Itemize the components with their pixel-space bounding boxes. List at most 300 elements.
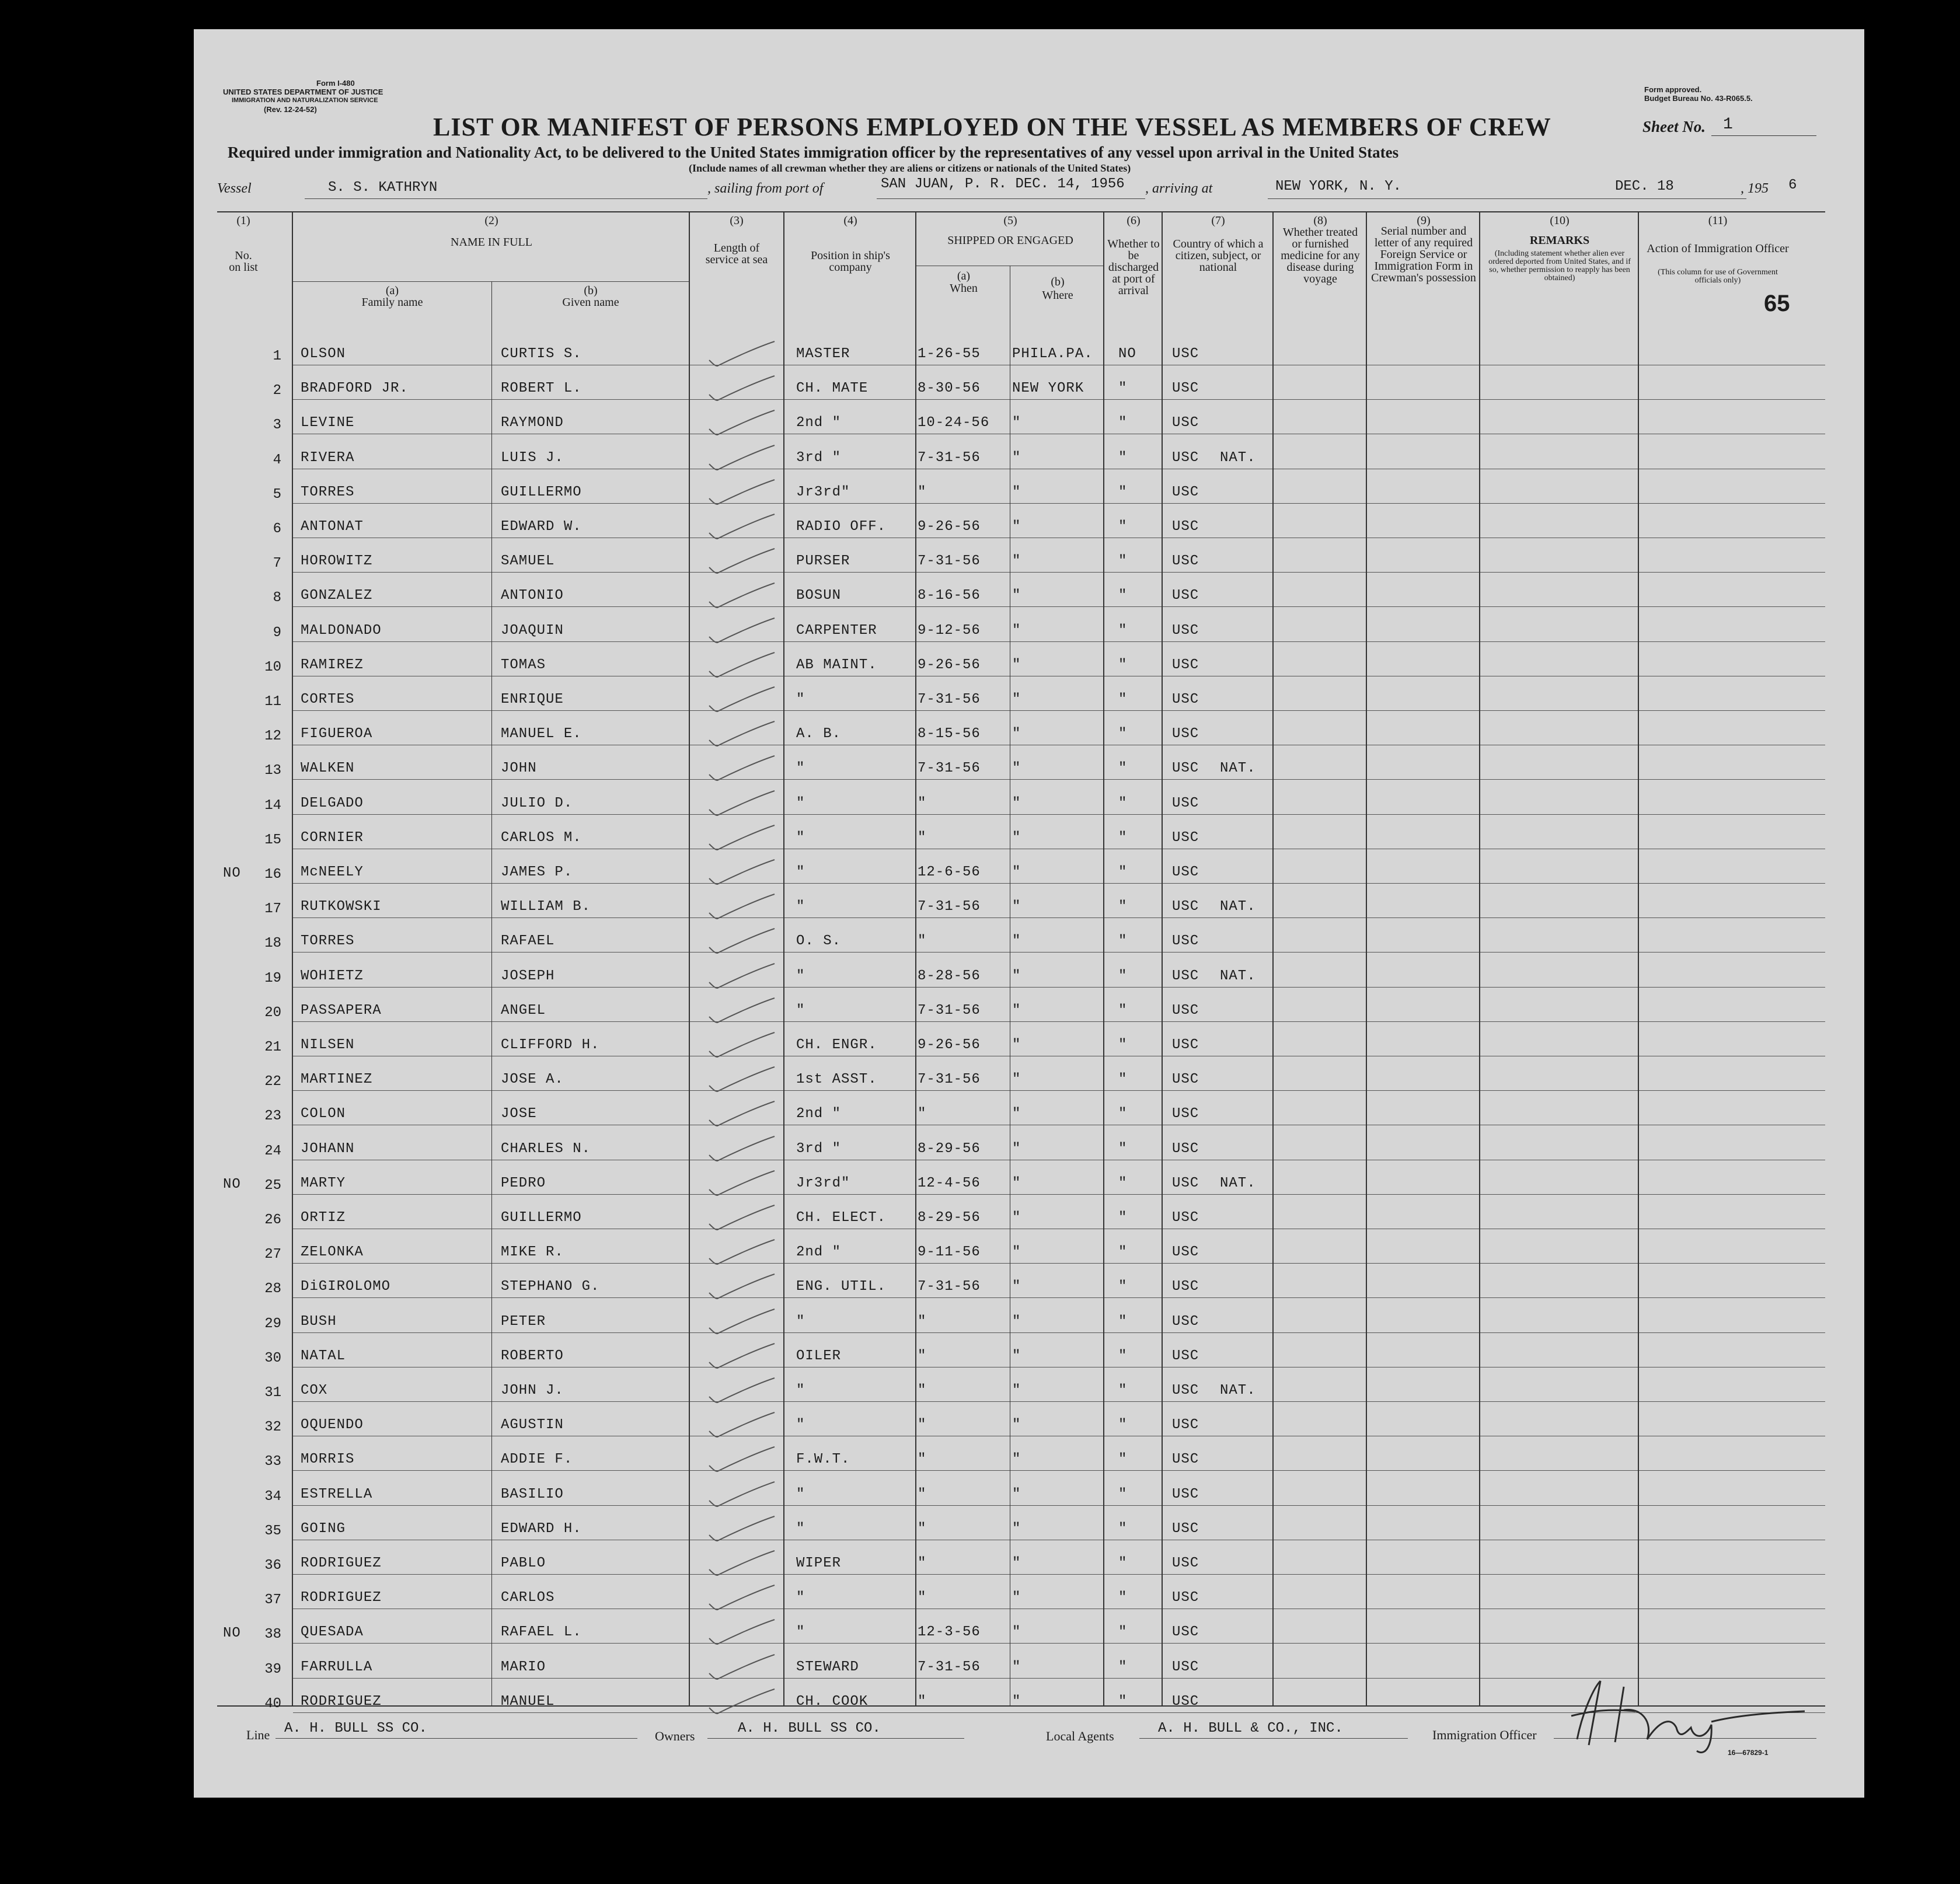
row-rule xyxy=(293,1643,1825,1644)
country: USC xyxy=(1172,760,1199,776)
row-number: 28 xyxy=(264,1281,281,1297)
position: " xyxy=(796,1521,805,1537)
position: " xyxy=(796,1314,805,1330)
form-number: Form I-480 xyxy=(316,79,355,88)
position: O. S. xyxy=(796,933,842,949)
country: USC xyxy=(1172,657,1199,673)
family-name: OQUENDO xyxy=(301,1417,364,1433)
table-row xyxy=(194,547,1864,574)
given-name: CARLOS xyxy=(501,1590,555,1606)
col5a-header: When xyxy=(950,282,978,295)
shipped-when: " xyxy=(918,1106,927,1122)
shipped-where: " xyxy=(1012,450,1021,466)
discharge: " xyxy=(1118,933,1128,949)
discharge: " xyxy=(1118,1383,1128,1398)
table-row xyxy=(194,617,1864,644)
row-number: 12 xyxy=(264,728,281,744)
manifest-sheet xyxy=(194,29,1864,1798)
shipped-where: " xyxy=(1012,864,1021,880)
sailing-label: , sailing from port of xyxy=(707,181,824,196)
line-value: A. H. BULL SS CO. xyxy=(284,1721,427,1736)
shipped-where: " xyxy=(1012,1244,1021,1260)
table-row xyxy=(194,1584,1864,1611)
country: USC xyxy=(1172,796,1199,811)
country: USC xyxy=(1172,1417,1199,1433)
shipped-where: " xyxy=(1012,484,1021,500)
shipped-where: " xyxy=(1012,1452,1021,1467)
shipped-where: " xyxy=(1012,1072,1021,1087)
shipped-when: " xyxy=(918,1521,927,1537)
family-name: DiGIROLOMO xyxy=(301,1279,391,1295)
country: USC xyxy=(1172,519,1199,535)
country: USC xyxy=(1172,450,1199,466)
table-row xyxy=(194,1446,1864,1473)
arrival-date: DEC. 18 xyxy=(1615,179,1674,194)
country: USC xyxy=(1172,933,1199,949)
row-mark: NO xyxy=(223,1177,241,1192)
col10-note: (Including statement whether alien ever ordered deported from United States, and if so, whether permission to reapply has been obtained) xyxy=(1488,249,1631,282)
col6-number: (6) xyxy=(1127,214,1141,227)
table-row xyxy=(194,375,1864,402)
family-name: NILSEN xyxy=(301,1037,355,1053)
shipped-when: " xyxy=(918,1314,927,1330)
discharge: " xyxy=(1118,1106,1128,1122)
shipped-where: " xyxy=(1012,760,1021,776)
row-number: 6 xyxy=(273,521,281,537)
shipped-where: " xyxy=(1012,1659,1021,1675)
row-number: 37 xyxy=(264,1592,281,1608)
position: " xyxy=(796,1624,805,1640)
col10-number: (10) xyxy=(1550,214,1570,227)
shipped-when: " xyxy=(918,1417,927,1433)
row-mark: NO xyxy=(223,1625,241,1641)
family-name: DELGADO xyxy=(301,796,364,811)
discharge: " xyxy=(1118,553,1128,569)
family-name: WOHIETZ xyxy=(301,968,364,984)
table-row xyxy=(194,720,1864,747)
table-row xyxy=(194,409,1864,436)
shipped-where: " xyxy=(1012,933,1021,949)
position: " xyxy=(796,830,805,846)
shipped-when: 7-31-56 xyxy=(918,1279,981,1295)
given-name: CHARLES N. xyxy=(501,1141,591,1157)
naturalized-note: NAT. xyxy=(1220,968,1256,984)
naturalized-note: NAT. xyxy=(1220,899,1256,915)
country: USC xyxy=(1172,588,1199,603)
position: " xyxy=(796,899,805,915)
shipped-when: " xyxy=(918,1555,927,1571)
discharge: " xyxy=(1118,1244,1128,1260)
row-number: 13 xyxy=(264,763,281,779)
col2-header: NAME IN FULL xyxy=(451,236,532,249)
row-number: 23 xyxy=(264,1108,281,1124)
position: CH. COOK xyxy=(796,1694,869,1709)
row-number: 16 xyxy=(264,867,281,882)
table-row xyxy=(194,755,1864,781)
given-name: RAYMOND xyxy=(501,415,564,431)
given-name: ANGEL xyxy=(501,1003,546,1018)
col3-header: Length of service at sea xyxy=(705,242,768,266)
family-name: MORRIS xyxy=(301,1452,355,1467)
given-name: STEPHANO G. xyxy=(501,1279,600,1295)
position: CH. MATE xyxy=(796,381,869,396)
family-name: MARTINEZ xyxy=(301,1072,373,1087)
shipped-where: " xyxy=(1012,553,1021,569)
family-name: RUTKOWSKI xyxy=(301,899,382,915)
col9-header: Serial number and letter of any required Foreign Service or Immigration Form in Crewman's possession xyxy=(1371,225,1476,284)
shipped-when: " xyxy=(918,1694,927,1709)
discharge: " xyxy=(1118,484,1128,500)
discharge: " xyxy=(1118,968,1128,984)
owners-value: A. H. BULL SS CO. xyxy=(738,1721,881,1736)
col4-header: Position in ship's company xyxy=(811,249,890,274)
country: USC xyxy=(1172,1521,1199,1537)
country: USC xyxy=(1172,346,1199,362)
position: F.W.T. xyxy=(796,1452,850,1467)
discharge: " xyxy=(1118,450,1128,466)
budget-bureau-no: Budget Bureau No. 43-R065.5. xyxy=(1644,94,1753,103)
country: USC xyxy=(1172,1348,1199,1364)
form-subtitle-note: (Include names of all crewman whether they are aliens or citizens or nationals of the United States) xyxy=(689,162,1131,174)
country: USC xyxy=(1172,1072,1199,1087)
position: " xyxy=(796,864,805,880)
country: USC xyxy=(1172,1279,1199,1295)
row-rule xyxy=(293,883,1825,884)
position: Jr3rd" xyxy=(796,1175,850,1191)
shipped-when: 12-4-56 xyxy=(918,1175,981,1191)
position: AB MAINT. xyxy=(796,657,877,673)
shipped-where: " xyxy=(1012,1487,1021,1502)
family-name: MALDONADO xyxy=(301,623,382,639)
shipped-when: " xyxy=(918,1348,927,1364)
discharge: " xyxy=(1118,1037,1128,1053)
row-number: 3 xyxy=(273,417,281,433)
given-name: ADDIE F. xyxy=(501,1452,573,1467)
shipped-where: " xyxy=(1012,1624,1021,1640)
position: " xyxy=(796,968,805,984)
shipped-when: 9-12-56 xyxy=(918,623,981,639)
family-name: HOROWITZ xyxy=(301,553,373,569)
discharge: " xyxy=(1118,1348,1128,1364)
arriving-label: , arriving at xyxy=(1145,181,1213,196)
family-name: QUESADA xyxy=(301,1624,364,1640)
given-name: CARLOS M. xyxy=(501,830,582,846)
row-number: 27 xyxy=(264,1247,281,1262)
row-rule xyxy=(293,1574,1825,1575)
col5-number: (5) xyxy=(1003,214,1017,227)
row-number: 25 xyxy=(264,1178,281,1194)
col4-number: (4) xyxy=(843,214,857,227)
shipped-where: " xyxy=(1012,623,1021,639)
country: USC xyxy=(1172,1590,1199,1606)
table-row xyxy=(194,893,1864,920)
table-row xyxy=(194,1238,1864,1265)
naturalized-note: NAT. xyxy=(1220,760,1256,776)
sheet-label: Sheet No. xyxy=(1642,118,1706,135)
country: USC xyxy=(1172,553,1199,569)
family-name: RIVERA xyxy=(301,450,355,466)
position: 2nd " xyxy=(796,415,842,431)
country: USC xyxy=(1172,1175,1199,1191)
position: RADIO OFF. xyxy=(796,519,887,535)
table-row xyxy=(194,1204,1864,1231)
shipped-when: " xyxy=(918,1487,927,1502)
table-row xyxy=(194,513,1864,540)
shipped-where: " xyxy=(1012,796,1021,811)
shipped-when: 7-31-56 xyxy=(918,692,981,707)
discharge: NO xyxy=(1118,346,1136,362)
owners-label: Owners xyxy=(655,1729,695,1743)
table-row xyxy=(194,1618,1864,1645)
discharge: " xyxy=(1118,899,1128,915)
shipped-when: " xyxy=(918,1590,927,1606)
shipped-when: 1-26-55 xyxy=(918,346,981,362)
table-row xyxy=(194,582,1864,609)
col5b-header: Where xyxy=(1042,289,1073,302)
given-name: JOHN J. xyxy=(501,1383,564,1398)
given-name: ROBERTO xyxy=(501,1348,564,1364)
position: STEWARD xyxy=(796,1659,859,1675)
naturalized-note: NAT. xyxy=(1220,450,1256,466)
discharge: " xyxy=(1118,1659,1128,1675)
discharge: " xyxy=(1118,830,1128,846)
family-name: ORTIZ xyxy=(301,1210,346,1226)
family-name: CORTES xyxy=(301,692,355,707)
given-name: ROBERT L. xyxy=(501,381,582,396)
port-of-arrival: NEW YORK, N. Y. xyxy=(1275,179,1402,194)
table-row xyxy=(194,1100,1864,1127)
given-name: MIKE R. xyxy=(501,1244,564,1260)
discharge: " xyxy=(1118,1417,1128,1433)
row-rule xyxy=(293,572,1825,573)
col9-number: (9) xyxy=(1417,214,1431,227)
position: WIPER xyxy=(796,1555,842,1571)
family-name: PASSAPERA xyxy=(301,1003,382,1018)
shipped-where: " xyxy=(1012,519,1021,535)
family-name: WALKEN xyxy=(301,760,355,776)
position: 2nd " xyxy=(796,1106,842,1122)
shipped-when: " xyxy=(918,1452,927,1467)
discharge: " xyxy=(1118,657,1128,673)
shipped-when: 12-6-56 xyxy=(918,864,981,880)
row-rule xyxy=(293,503,1825,504)
row-number: 31 xyxy=(264,1385,281,1401)
row-rule xyxy=(293,814,1825,815)
discharge: " xyxy=(1118,796,1128,811)
discharge: " xyxy=(1118,1314,1128,1330)
table-row xyxy=(194,1342,1864,1369)
table-row xyxy=(194,444,1864,471)
country: USC xyxy=(1172,864,1199,880)
shipped-where: " xyxy=(1012,1210,1021,1226)
table-row xyxy=(194,859,1864,885)
discharge: " xyxy=(1118,692,1128,707)
country: USC xyxy=(1172,1659,1199,1675)
port-of-sailing: SAN JUAN, P. R. DEC. 14, 1956 xyxy=(881,176,1125,192)
family-name: FARRULLA xyxy=(301,1659,373,1675)
discharge: " xyxy=(1118,1072,1128,1087)
country: USC xyxy=(1172,1452,1199,1467)
given-name: JAMES P. xyxy=(501,864,573,880)
shipped-when: " xyxy=(918,796,927,811)
discharge: " xyxy=(1118,1555,1128,1571)
country: USC xyxy=(1172,830,1199,846)
row-mark: NO xyxy=(223,866,241,881)
row-rule xyxy=(293,641,1825,642)
row-number: 20 xyxy=(264,1005,281,1021)
shipped-where: NEW YORK xyxy=(1012,381,1084,396)
given-name: MANUEL E. xyxy=(501,726,582,742)
given-name: RAFAEL L. xyxy=(501,1624,582,1640)
shipped-where: " xyxy=(1012,1314,1021,1330)
discharge: " xyxy=(1118,1003,1128,1018)
vessel-name: S. S. KATHRYN xyxy=(328,180,438,196)
shipped-when: " xyxy=(918,1383,927,1398)
table-row xyxy=(194,1308,1864,1335)
row-number: 30 xyxy=(264,1351,281,1366)
row-number: 36 xyxy=(264,1558,281,1574)
row-number: 5 xyxy=(273,487,281,503)
discharge: " xyxy=(1118,1141,1128,1157)
given-name: GUILLERMO xyxy=(501,1210,582,1226)
sheet-number: 1 xyxy=(1723,116,1733,134)
naturalized-note: NAT. xyxy=(1220,1383,1256,1398)
given-name: SAMUEL xyxy=(501,553,555,569)
family-name: RODRIGUEZ xyxy=(301,1590,382,1606)
row-number: 38 xyxy=(264,1627,281,1642)
given-name: ANTONIO xyxy=(501,588,564,603)
given-name: EDWARD H. xyxy=(501,1521,582,1537)
country: USC xyxy=(1172,623,1199,639)
position: 1st ASST. xyxy=(796,1072,877,1087)
given-name: BASILIO xyxy=(501,1487,564,1502)
shipped-when: " xyxy=(918,933,927,949)
stamp-number: 65 xyxy=(1764,291,1790,316)
position: " xyxy=(796,1590,805,1606)
country: USC xyxy=(1172,1037,1199,1053)
given-name: JOSEPH xyxy=(501,968,555,984)
discharge: " xyxy=(1118,519,1128,535)
form-subtitle: Required under immigration and Nationality Act, to be delivered to the United States immigration officer by the representatives of any vessel upon arrival in the United States xyxy=(228,144,1399,161)
table-row xyxy=(194,1031,1864,1058)
row-rule xyxy=(293,1297,1825,1298)
col7-number: (7) xyxy=(1211,214,1225,227)
country: USC xyxy=(1172,899,1199,915)
shipped-when: 9-26-56 xyxy=(918,519,981,535)
family-name: RODRIGUEZ xyxy=(301,1555,382,1571)
given-name: EDWARD W. xyxy=(501,519,582,535)
given-name: JULIO D. xyxy=(501,796,573,811)
shipped-where: " xyxy=(1012,726,1021,742)
table-row xyxy=(194,1066,1864,1093)
col11-note: (This column for use of Government officials only) xyxy=(1658,268,1778,285)
year-digit: 6 xyxy=(1788,177,1797,193)
family-name: OLSON xyxy=(301,346,346,362)
shipped-where: " xyxy=(1012,1037,1021,1053)
country: USC xyxy=(1172,1694,1199,1709)
given-name: TOMAS xyxy=(501,657,546,673)
country: USC xyxy=(1172,415,1199,431)
position: 3rd " xyxy=(796,450,842,466)
position: PURSER xyxy=(796,553,850,569)
page-title: LIST OR MANIFEST OF PERSONS EMPLOYED ON THE VESSEL AS MEMBERS OF CREW xyxy=(433,113,1551,141)
row-number: 34 xyxy=(264,1489,281,1505)
shipped-when: 8-30-56 xyxy=(918,381,981,396)
country: USC xyxy=(1172,1141,1199,1157)
col2b-number: (b) xyxy=(584,284,598,297)
table-row xyxy=(194,1170,1864,1196)
given-name: CURTIS S. xyxy=(501,346,582,362)
row-number: 10 xyxy=(264,660,281,675)
col1-header: No. on list xyxy=(229,249,258,274)
discharge: " xyxy=(1118,1590,1128,1606)
row-number: 14 xyxy=(264,798,281,814)
country: USC xyxy=(1172,1383,1199,1398)
table-row xyxy=(194,1377,1864,1404)
shipped-where: " xyxy=(1012,692,1021,707)
position: " xyxy=(796,796,805,811)
table-row xyxy=(194,340,1864,367)
family-name: LEVINE xyxy=(301,415,355,431)
row-rule xyxy=(293,1401,1825,1402)
row-rule xyxy=(293,399,1825,400)
country: USC xyxy=(1172,726,1199,742)
family-name: TORRES xyxy=(301,484,355,500)
given-name: RAFAEL xyxy=(501,933,555,949)
row-rule xyxy=(293,1194,1825,1195)
family-name: COX xyxy=(301,1383,328,1398)
table-row xyxy=(194,824,1864,851)
shipped-where: " xyxy=(1012,830,1021,846)
row-number: 18 xyxy=(264,936,281,951)
table-row xyxy=(194,1273,1864,1300)
line-label: Line xyxy=(246,1728,270,1742)
row-number: 19 xyxy=(264,971,281,986)
country: USC xyxy=(1172,1210,1199,1226)
row-rule xyxy=(293,1332,1825,1333)
shipped-when: 8-29-56 xyxy=(918,1141,981,1157)
shipped-when: 8-15-56 xyxy=(918,726,981,742)
shipped-where: " xyxy=(1012,1521,1021,1537)
row-number: 22 xyxy=(264,1074,281,1090)
family-name: ESTRELLA xyxy=(301,1487,373,1502)
row-number: 29 xyxy=(264,1316,281,1332)
discharge: " xyxy=(1118,1487,1128,1502)
col11-number: (11) xyxy=(1708,214,1728,227)
shipped-when: 7-31-56 xyxy=(918,760,981,776)
row-number: 21 xyxy=(264,1039,281,1055)
position: " xyxy=(796,760,805,776)
country: USC xyxy=(1172,1555,1199,1571)
shipped-where: " xyxy=(1012,1590,1021,1606)
country: USC xyxy=(1172,1487,1199,1502)
row-number: 9 xyxy=(273,625,281,641)
given-name: JOHN xyxy=(501,760,537,776)
discharge: " xyxy=(1118,588,1128,603)
row-rule xyxy=(293,606,1825,607)
position: " xyxy=(796,1003,805,1018)
position: " xyxy=(796,1383,805,1398)
table-row xyxy=(194,962,1864,989)
position: " xyxy=(796,1417,805,1433)
shipped-where: " xyxy=(1012,968,1021,984)
position: CARPENTER xyxy=(796,623,877,639)
position: CH. ELECT. xyxy=(796,1210,887,1226)
table-row xyxy=(194,1411,1864,1438)
country: USC xyxy=(1172,484,1199,500)
discharge: " xyxy=(1118,381,1128,396)
table-row xyxy=(194,479,1864,505)
